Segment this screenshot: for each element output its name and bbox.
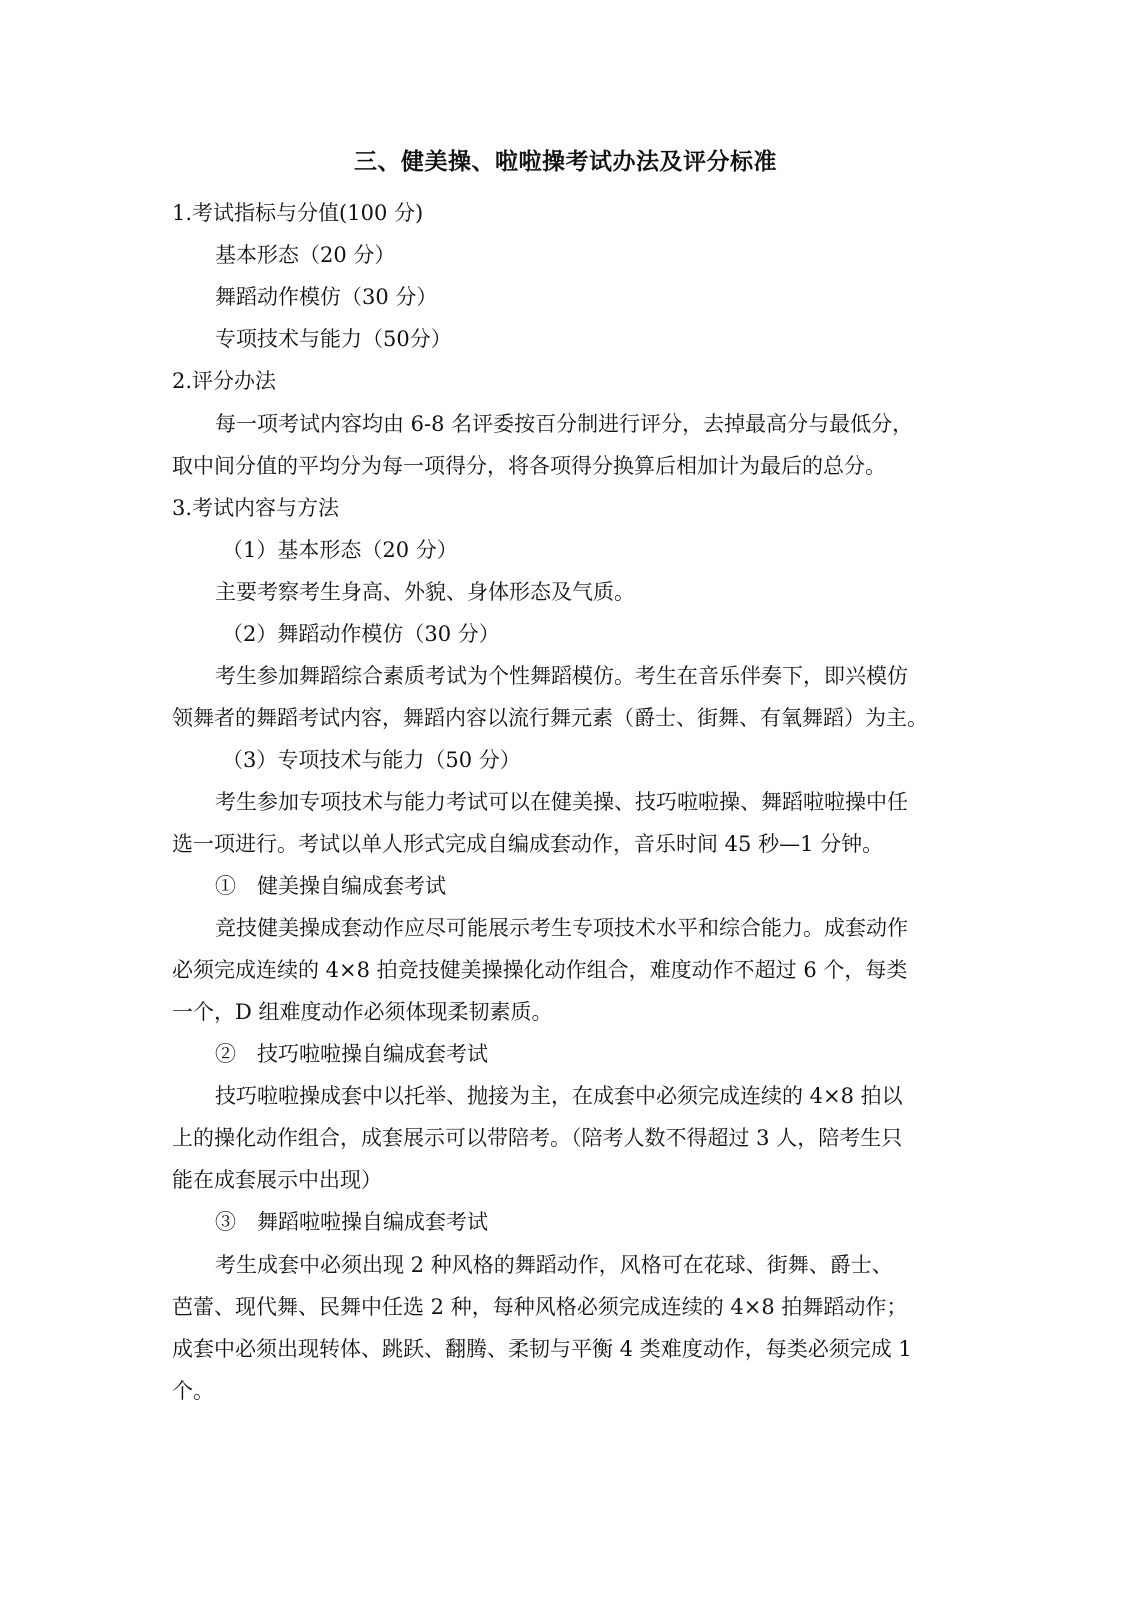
- subsection-heading-2: （2）舞蹈动作模仿（30 分）: [222, 622, 500, 646]
- paragraph-line: 考生参加专项技术与能力考试可以在健美操、技巧啦啦操、舞蹈啦啦操中任: [215, 790, 908, 814]
- section-heading-3: 3.考试内容与方法: [172, 496, 340, 520]
- section-heading-2: 2.评分办法: [172, 369, 277, 393]
- paragraph-line: 技巧啦啦操成套中以托举、抛接为主，在成套中必须完成连续的 4×8 拍以: [215, 1084, 903, 1108]
- paragraph-line: 主要考察考生身高、外貌、身体形态及气质。: [215, 580, 635, 604]
- paragraph-line: 必须完成连续的 4×8 拍竞技健美操操化动作组合，难度动作不超过 6 个，每类: [172, 958, 908, 982]
- paragraph-line: 芭蕾、现代舞、民舞中任选 2 种，每种风格必须完成连续的 4×8 拍舞蹈动作；: [172, 1295, 908, 1319]
- option-heading-acrobatic-cheer: ② 技巧啦啦操自编成套考试: [215, 1042, 488, 1066]
- paragraph-line: 领舞者的舞蹈考试内容，舞蹈内容以流行舞元素（爵士、街舞、有氧舞蹈）为主。: [172, 706, 928, 730]
- option-heading-dance-cheer: ③ 舞蹈啦啦操自编成套考试: [215, 1210, 488, 1234]
- subsection-heading-1: （1）基本形态（20 分）: [222, 538, 458, 562]
- paragraph-line: 成套中必须出现转体、跳跃、翻腾、柔韧与平衡 4 类难度动作，每类必须完成 1: [172, 1337, 912, 1361]
- paragraph-line: 个。: [172, 1379, 214, 1403]
- paragraph-line: 一个，D 组难度动作必须体现柔韧素质。: [172, 1000, 553, 1024]
- paragraph-line: 考生成套中必须出现 2 种风格的舞蹈动作，风格可在花球、街舞、爵士、: [215, 1253, 893, 1277]
- document-title: 三、健美操、啦啦操考试办法及评分标准: [354, 149, 777, 175]
- item-special-skill: 专项技术与能力（50分）: [215, 327, 452, 351]
- paragraph-line: 上的操化动作组合，成套展示可以带陪考。（陪考人数不得超过 3 人，陪考生只: [172, 1126, 903, 1150]
- section-heading-1: 1.考试指标与分值(100 分): [172, 201, 424, 225]
- option-heading-aerobics: ① 健美操自编成套考试: [215, 874, 446, 898]
- paragraph-line: 竞技健美操成套动作应尽可能展示考生专项技术水平和综合能力。成套动作: [215, 916, 908, 940]
- item-dance-imitation: 舞蹈动作模仿（30 分）: [215, 285, 438, 309]
- paragraph-line: 选一项进行。考试以单人形式完成自编成套动作，音乐时间 45 秒—1 分钟。: [172, 832, 884, 856]
- paragraph-line: 能在成套展示中出现）: [172, 1168, 382, 1192]
- item-basic-form: 基本形态（20 分）: [215, 243, 396, 267]
- paragraph-line: 取中间分值的平均分为每一项得分，将各项得分换算后相加计为最后的总分。: [172, 454, 886, 478]
- paragraph-line: 考生参加舞蹈综合素质考试为个性舞蹈模仿。考生在音乐伴奏下，即兴模仿: [215, 664, 908, 688]
- paragraph-line: 每一项考试内容均由 6-8 名评委按百分制进行评分，去掉最高分与最低分，: [215, 412, 914, 436]
- subsection-heading-3: （3）专项技术与能力（50 分）: [222, 748, 521, 772]
